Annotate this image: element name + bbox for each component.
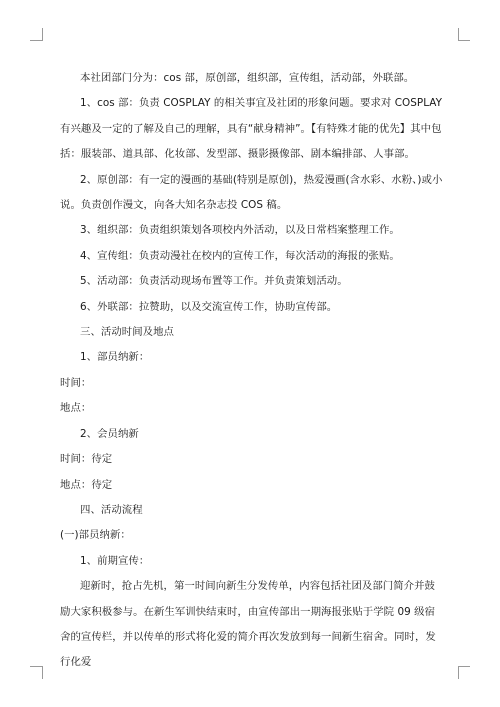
paragraph-department-overview: 本社团部门分为：cos 部，原创部，组织部，宣传组，活动部，外联部。 [80, 72, 415, 84]
document-body [60, 66, 444, 676]
crop-mark-top-left-v [42, 28, 43, 41]
crop-mark-bottom-right-h [458, 666, 470, 667]
paragraph-publicity-group: 4、宣传组：负责动漫社在校内的宣传工作，每次活动的海报的张贴。 [80, 249, 400, 262]
crop-mark-bottom-left-v [42, 666, 43, 679]
paragraph-early-publicity-detail: 迎新时，抢占先机，第一时间向新生分发传单，内容包括社团及部门简介并鼓励大家积极参与。在新生军训快结束时，由宣传部出一期海报张贴于学院 09 级宿舍的宣传栏，并以传单的形式将化爱的简介再次发放到每一间新生宿舍。同时，发行化爱 [60, 580, 436, 669]
crop-mark-bottom-right-v [458, 666, 459, 679]
subheading-recruitment-part-one: (一)部员纳新： [60, 529, 131, 542]
crop-mark-bottom-left-h [30, 666, 42, 667]
subheading-member-recruitment: 1、部员纳新： [80, 351, 150, 364]
crop-mark-top-right-v [458, 28, 459, 41]
field-time: 时间： [60, 376, 92, 389]
field-place-pending: 地点：待定 [60, 478, 113, 491]
subheading-associate-recruitment: 2、会员纳新 [80, 427, 139, 440]
paragraph-organization-department: 3、组织部：负责组织策划各项校内外活动，以及日常档案整理工作。 [80, 224, 400, 237]
paragraph-cos-department: 1、cos 部：负责 COSPLAY 的相关事宜及社团的形象问题。要求对 COSPLAY 有兴趣及一定的了解及自己的理解，具有“献身精神”。【有特殊才能的优先】其中包括：服装部、道具部、化妆部、发型部、摄影摄像部、剧本编排部、人事部。 [60, 97, 443, 161]
subheading-early-publicity: 1、前期宣传： [80, 554, 150, 567]
paragraph-activity-department: 5、活动部：负责活动现场布置等工作。并负责策划活动。 [80, 275, 348, 288]
section-heading-process: 四、活动流程 [80, 503, 143, 516]
field-time-pending: 时间：待定 [60, 453, 113, 466]
crop-mark-top-right-h [458, 40, 470, 41]
crop-mark-top-left-h [30, 40, 42, 41]
paragraph-original-department: 2、原创部：有一定的漫画的基础(特别是原创)，热爱漫画(含水彩、水粉、)或小说。负责创作漫文，向各大知名杂志投 COS 稿。 [60, 173, 443, 212]
section-heading-time-place: 三、活动时间及地点 [80, 326, 174, 339]
paragraph-external-department: 6、外联部：拉赞助，以及交流宣传工作，协助宣传部。 [80, 300, 338, 313]
field-place: 地点： [60, 402, 92, 415]
